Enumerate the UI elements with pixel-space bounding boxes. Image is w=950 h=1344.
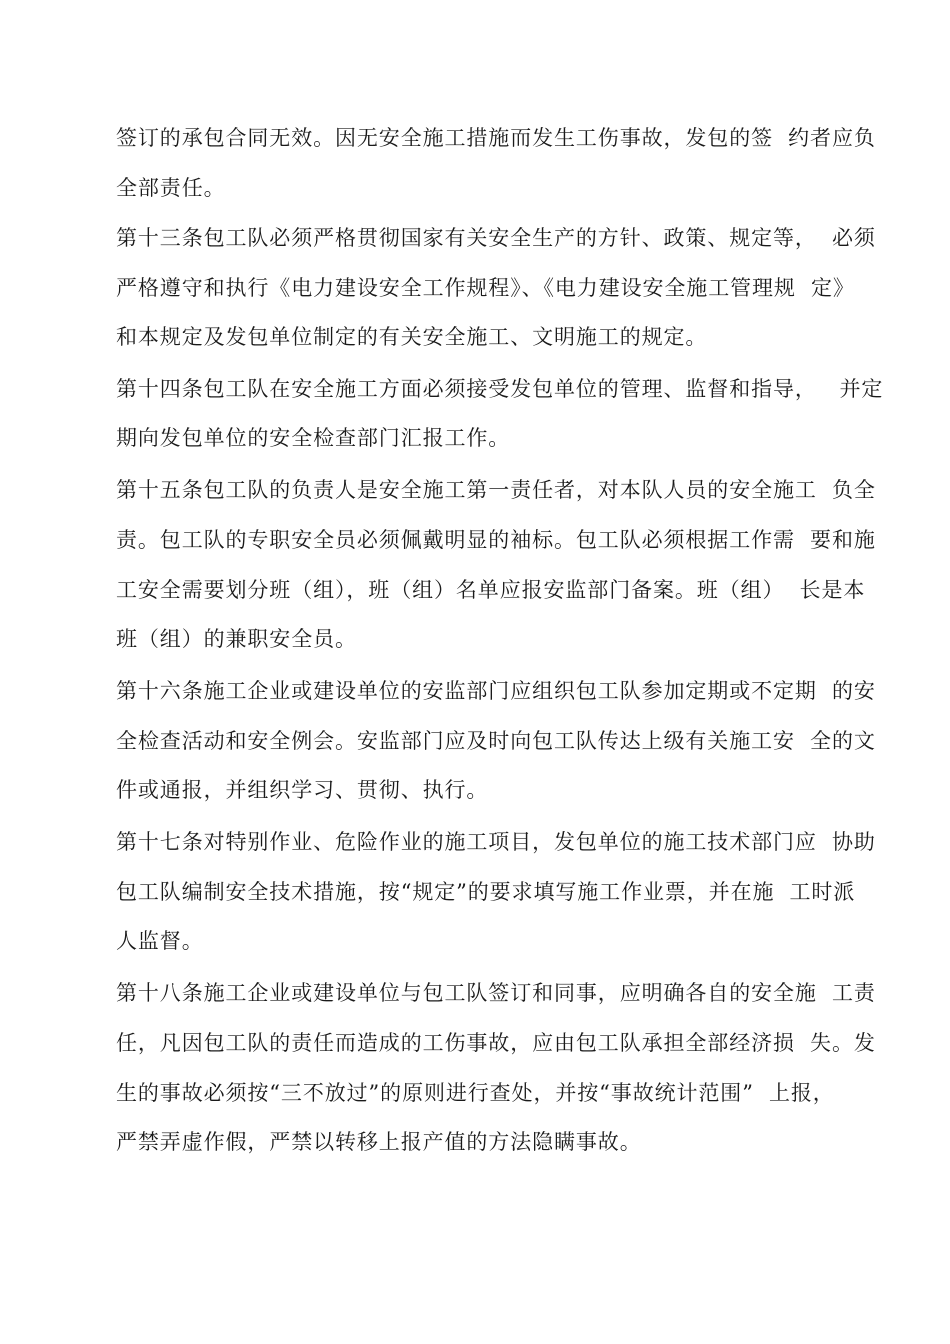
text-line: 第十四条包工队在安全施工方面必须接受发包单位的管理、监督和指导， 并定 bbox=[116, 377, 884, 401]
text-line: 第十七条对特别作业、危险作业的施工项目，发包单位的施工技术部门应 协助 bbox=[116, 830, 876, 854]
text-line: 责。包工队的专职安全员必须佩戴明显的袖标。包工队必须根据工作需 要和施 bbox=[116, 528, 876, 552]
text-line: 和本规定及发包单位制定的有关安全施工、文明施工的规定。 bbox=[116, 325, 708, 349]
text-line: 件或通报，并组织学习、贯彻、执行。 bbox=[116, 778, 489, 802]
text-line: 工安全需要划分班（组），班（组）名单应报安监部门备案。班（组） 长是本 bbox=[116, 578, 866, 602]
text-line: 全检查活动和安全例会。安监部门应及时向包工队传达上级有关施工安 全的文 bbox=[116, 729, 876, 753]
text-line: 第十三条包工队必须严格贯彻国家有关安全生产的方针、政策、规定等， 必须 bbox=[116, 226, 876, 250]
text-line: 第十五条包工队的负责人是安全施工第一责任者，对本队人员的安全施工 负全 bbox=[116, 478, 876, 502]
text-line: 期向发包单位的安全检查部门汇报工作。 bbox=[116, 426, 511, 450]
text-line: 第十八条施工企业或建设单位与包工队签订和同事，应明确各自的安全施 工责 bbox=[116, 981, 876, 1005]
text-line: 第十六条施工企业或建设单位的安监部门应组织包工队参加定期或不定期 的安 bbox=[116, 679, 876, 703]
text-line: 生的事故必须按“三不放过”的原则进行查处，并按“事故统计范围” 上报， bbox=[116, 1081, 835, 1105]
text-line: 任，凡因包工队的责任而造成的工伤事故，应由包工队承担全部经济损 失。发 bbox=[116, 1031, 876, 1055]
text-line: 人监督。 bbox=[116, 929, 204, 953]
text-line: 包工队编制安全技术措施，按“规定”的要求填写施工作业票，并在施 工时派 bbox=[116, 880, 856, 904]
text-line: 班（组）的兼职安全员。 bbox=[116, 627, 357, 651]
text-line: 严格遵守和执行《电力建设安全工作规程》、《电力建设安全施工管理规 定》 bbox=[116, 276, 855, 300]
text-line: 严禁弄虚作假，严禁以转移上报产值的方法隐瞒事故。 bbox=[116, 1130, 642, 1154]
text-line: 全部责任。 bbox=[116, 176, 226, 200]
text-line: 签订的承包合同无效。因无安全施工措施而发生工伤事故，发包的签 约者应负 bbox=[116, 126, 876, 150]
